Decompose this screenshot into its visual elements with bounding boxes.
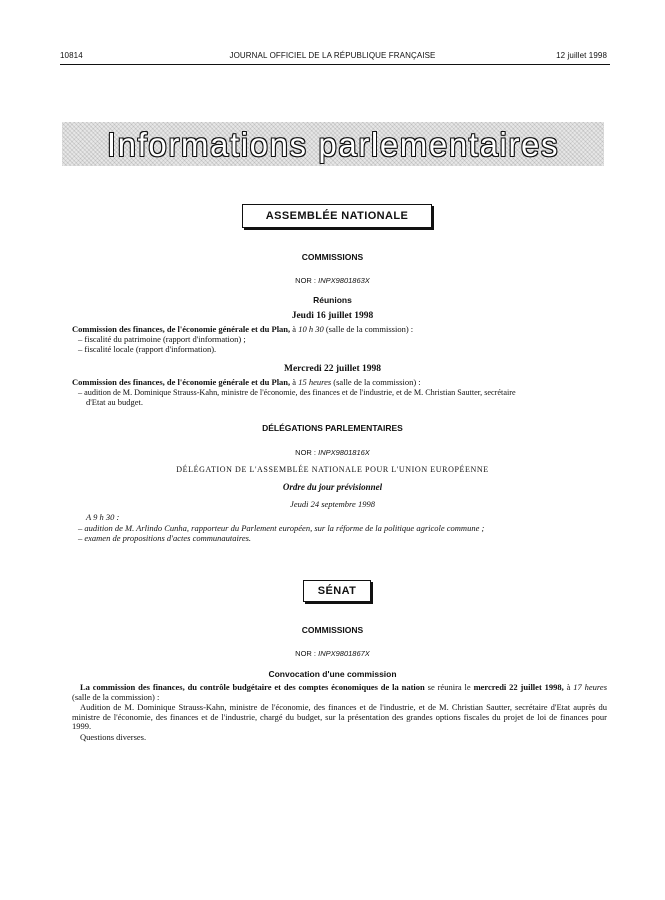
nor2-code: INPX9801816X xyxy=(318,448,370,457)
senat-nor xyxy=(0,649,665,658)
meeting2-time: 15 heures xyxy=(298,377,332,387)
delegations-title: DÉLÉGATIONS PARLEMENTAIRES xyxy=(262,423,403,433)
an-nor xyxy=(0,276,665,285)
senat-para1-mid: se réunira le xyxy=(427,682,471,692)
senat-para1-time: 17 heures xyxy=(573,682,608,692)
page-number: 10814 xyxy=(60,51,83,60)
senat-para1-prefix: à xyxy=(566,682,571,692)
senat-nor-label: NOR : xyxy=(295,649,317,658)
meeting1-time-prefix: à xyxy=(292,324,297,334)
meeting2-item-2: d'Etat au budget. xyxy=(86,397,144,407)
nor-label: NOR : xyxy=(295,276,317,285)
meeting2-place: (salle de la commission) : xyxy=(333,377,421,387)
meeting2-commission-line xyxy=(72,378,421,387)
ordre-date: Jeudi 24 septembre 1998 xyxy=(290,499,375,509)
senat-para1-date: mercredi 22 juillet 1998, xyxy=(473,682,564,692)
meeting2-commission: Commission des finances, de l'économie générale et du Plan, xyxy=(72,377,291,387)
ordre-title: Ordre du jour prévisionnel xyxy=(282,482,383,492)
meeting1-item-2: – fiscalité locale (rapport d'information). xyxy=(78,344,217,354)
ordre-item-2: – examen de propositions d'actes communautaires. xyxy=(78,533,252,543)
senat-para-2: Audition de M. Dominique Strauss-Kahn, ministre de l'économie, des finances et de l'industrie, et de M. Christian Sautter, secrétaire d'Etat auprès du ministre de l'économie, des finances et de l'industrie, chargé du budget, sur la présentation des grandes options fiscales du projet de loi de finances pour 1999. xyxy=(72,702,607,732)
nor-code: INPX9801863X xyxy=(318,276,370,285)
senat-para-1 xyxy=(72,683,607,702)
meeting1-place: (salle de la commission) : xyxy=(325,324,414,334)
senat-para-3: Questions diverses. xyxy=(80,732,147,742)
meeting1-commission-line xyxy=(72,325,413,334)
senat-box-title: SÉNAT xyxy=(303,580,371,602)
meeting1-date: Jeudi 16 juillet 1998 xyxy=(291,311,374,321)
meeting2-time-prefix: à xyxy=(292,377,297,387)
senat-para1-bold: La commission des finances, du contrôle budgétaire et des comptes économiques de la nation xyxy=(80,682,425,692)
delegation-name: DÉLÉGATION DE L'ASSEMBLÉE NATIONALE POUR L'UNION EUROPÉENNE xyxy=(176,465,489,474)
journal-title: JOURNAL OFFICIEL DE LA RÉPUBLIQUE FRANÇAISE xyxy=(229,51,436,60)
senat-nor-code: INPX9801867X xyxy=(318,649,370,658)
header-date: 12 juillet 1998 xyxy=(556,51,607,60)
senat-commissions-title: COMMISSIONS xyxy=(301,625,364,635)
convocation-title-text: Convocation d'une commission xyxy=(268,669,397,679)
an-nor-2 xyxy=(0,448,665,457)
nor2-label: NOR : xyxy=(295,448,317,457)
header-rule xyxy=(60,64,610,65)
title-banner xyxy=(62,122,604,166)
banner-title: Informations parlementaires xyxy=(106,126,560,163)
meeting1-item-1: – fiscalité du patrimoine (rapport d'information) ; xyxy=(78,334,246,344)
meeting2-date: Mercredi 22 juillet 1998 xyxy=(284,364,381,374)
meeting1-time: 10 h 30 xyxy=(298,324,324,334)
ordre-item-1: – audition de M. Arlindo Cunha, rapporteur du Parlement européen, sur la réforme de la politique agricole commune ; xyxy=(78,523,485,533)
reunions-title: Réunions xyxy=(313,295,352,305)
meeting2-item-1: – audition de M. Dominique Strauss-Kahn, ministre de l'économie, des finances et de l'industrie, et de M. Christian Sautter, secrétaire xyxy=(78,388,516,397)
senat-para1-end: (salle de la commission) : xyxy=(72,691,160,702)
convocation-title xyxy=(0,669,665,679)
an-commissions-title: COMMISSIONS xyxy=(301,252,364,262)
assemblee-box-title: ASSEMBLÉE NATIONALE xyxy=(242,204,432,228)
ordre-time: A 9 h 30 : xyxy=(86,512,120,522)
meeting1-commission: Commission des finances, de l'économie générale et du Plan, xyxy=(72,324,291,334)
